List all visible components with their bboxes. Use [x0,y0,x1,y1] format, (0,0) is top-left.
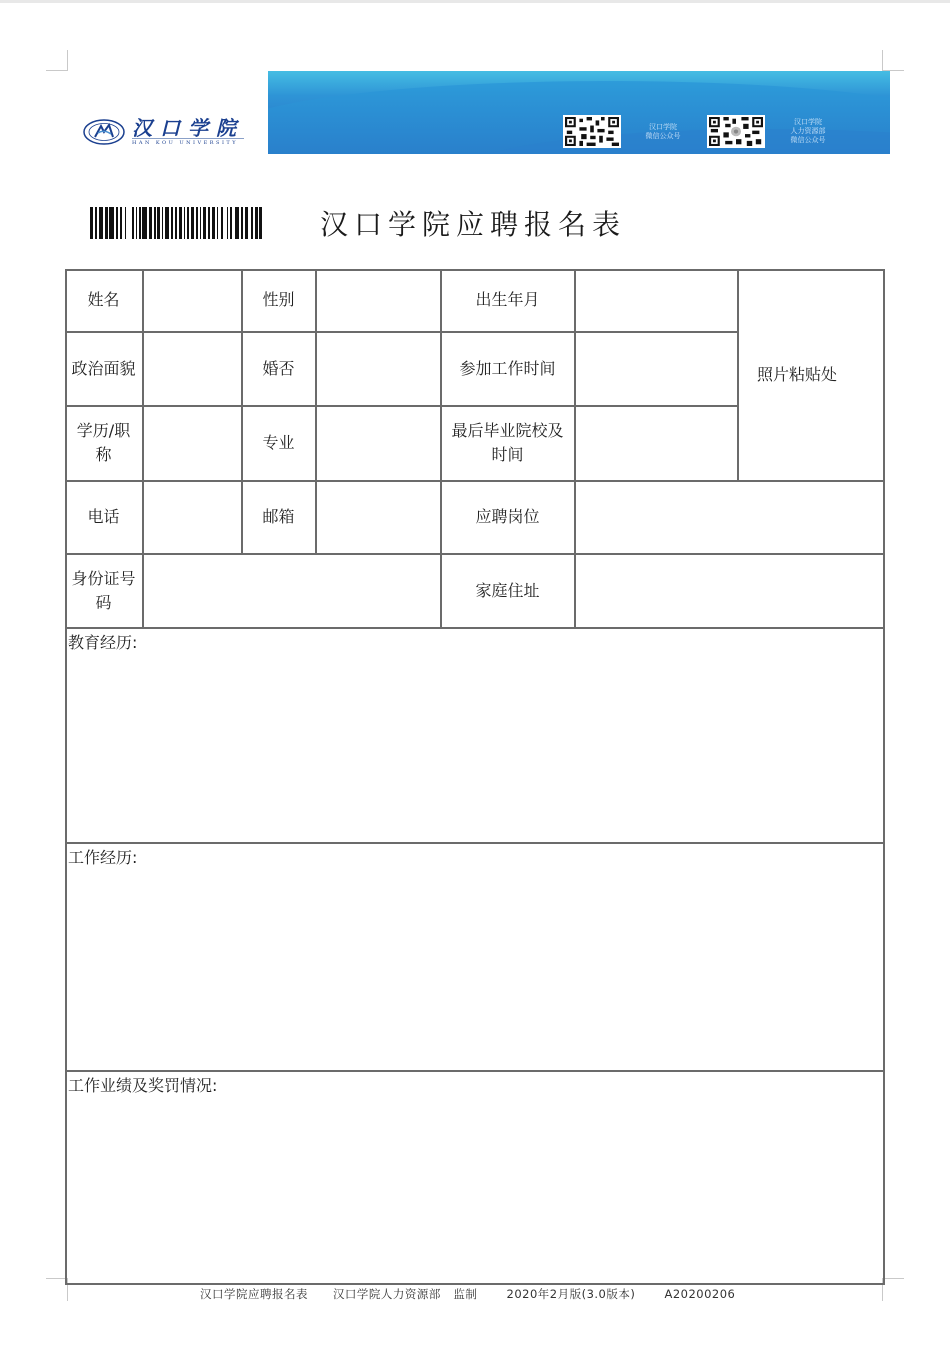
university-emblem-icon [82,118,126,146]
crop-mark-bottom-right [882,1278,904,1301]
page-footer [200,1286,735,1302]
table-rule [65,1070,885,1072]
label-name: 姓名 [87,290,120,309]
qr-code-caption [634,123,692,141]
footer-version: 2020年2月版(3.0版本) [506,1287,636,1301]
crop-mark-top-right [882,50,904,71]
qr-caption-line: 人力资源部 [790,127,826,135]
university-logo [82,115,247,149]
footer-form-name: 汉口学院应聘报名表 [200,1287,308,1301]
work-history-field[interactable] [67,868,882,1068]
label-graduation-school [441,406,574,480]
label-id-number [65,554,142,627]
birth-date-field[interactable] [575,270,737,331]
achievements-field[interactable] [67,1096,882,1281]
major-field[interactable] [316,407,440,480]
home-address-field[interactable] [575,555,883,627]
label-education-title [65,406,142,480]
qr-caption-line: 汉口学院 [649,123,677,131]
label-work-start-date: 参加工作时间 [459,358,556,378]
label-line: 码 [95,592,112,612]
label-line: 最后毕业院校及 [451,421,564,440]
email-field[interactable] [316,482,440,553]
footer-supervise: 监制 [453,1287,478,1301]
page-top-edge [0,0,950,3]
qr-code-icon [707,115,765,148]
position-field[interactable] [575,482,883,553]
label-birth-date: 出生年月 [475,290,540,309]
application-form [65,269,885,1284]
qr-code-icon [563,115,621,148]
table-rule [65,627,885,629]
university-name-cn: 汉口学院 [132,116,244,140]
label-phone: 电话 [87,507,120,526]
qr-caption-line: 汉口学院 [794,118,822,126]
page-title: 汉口学院应聘报名表 [320,208,627,241]
label-line: 时间 [491,445,524,464]
table-border [883,269,885,1284]
label-position: 应聘岗位 [475,507,540,526]
gender-field[interactable] [316,270,440,331]
label-achievements: 工作业绩及奖罚情况: [68,1076,218,1095]
education-history-field[interactable] [67,653,882,841]
label-email: 邮箱 [262,507,295,526]
label-work-history: 工作经历: [68,848,138,867]
footer-issuer: 汉口学院人力资源部 [332,1287,441,1301]
label-home-address: 家庭住址 [475,580,540,600]
qr-caption-line: 微信公众号 [790,136,826,144]
qr-caption-line: 微信公众号 [645,132,681,140]
barcode-icon [90,207,262,239]
label-political-status: 政治面貌 [71,358,136,378]
label-gender: 性别 [262,290,295,309]
label-line: 学历/职 [76,421,131,440]
photo-placeholder[interactable]: 照片粘贴处 [757,365,838,384]
university-name-en: HAN KOU UNIVERSITY [132,138,244,146]
political-status-field[interactable] [143,333,241,405]
work-start-date-field[interactable] [575,333,737,405]
header-banner [268,71,890,154]
phone-field[interactable] [143,482,241,553]
label-major: 专业 [262,433,295,452]
education-title-field[interactable] [143,407,241,480]
name-field[interactable] [143,270,241,331]
crop-mark-top-left [46,50,68,71]
marital-status-field[interactable] [316,333,440,405]
qr-code-caption [773,118,843,145]
label-marital-status: 婚否 [262,358,295,378]
label-education-history: 教育经历: [68,633,138,652]
footer-code: A20200206 [664,1287,736,1301]
label-line: 身份证号 [71,568,136,588]
table-rule [65,842,885,844]
id-number-field[interactable] [143,555,440,627]
table-border [65,1283,885,1285]
graduation-school-field[interactable] [575,407,737,480]
label-line: 称 [95,445,112,464]
